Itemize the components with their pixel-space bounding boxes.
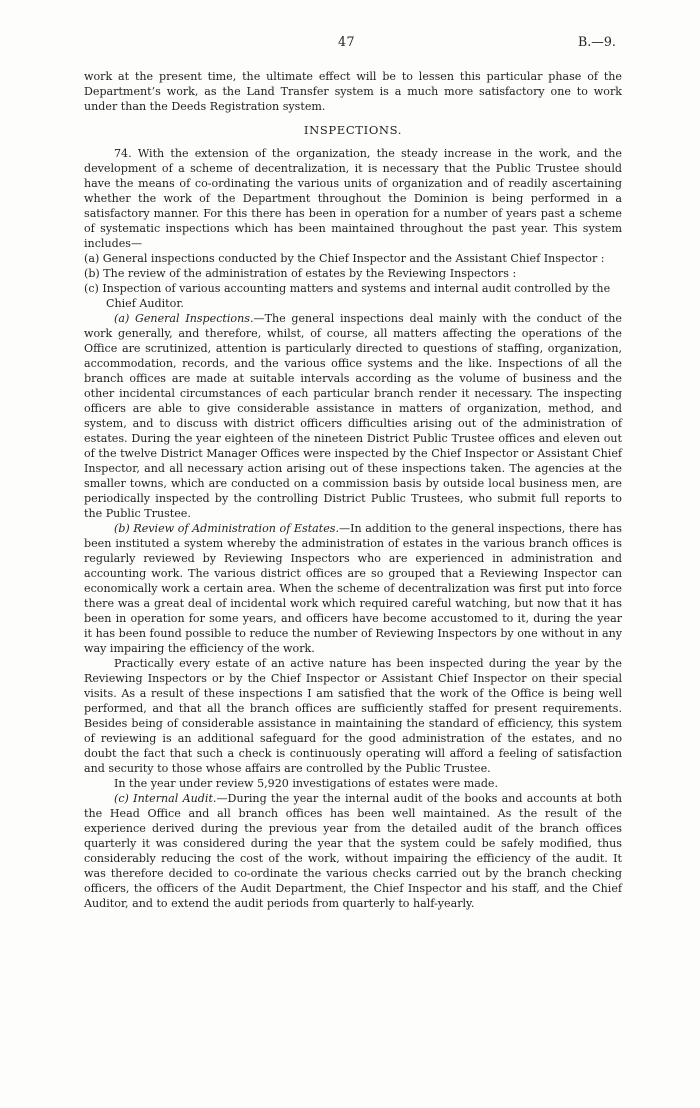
internal-audit-text: —During the year the internal audit of the books and accounts at both the Head Office and all branch offices has been well maintained. As the result of the experience derived during the previous year from the detailed audit of the branch offices quarterly it was considered during the year that the system could be safely modified, thus considerably reducing the cost of the work, without impairing the efficiency of the audit. It was therefore decided to co-ordinate the various checks carried out by the branch checking officers, the officers of the Audit Department, the Chief Inspector and his staff, and the Chief Auditor, and to extend the audit periods from quarterly to half-yearly. bbox=[84, 792, 622, 910]
review-paragraph bbox=[84, 521, 622, 656]
internal-audit-heading: (c) Internal Audit. bbox=[114, 792, 217, 805]
investigations-paragraph: In the year under review 5,920 investigations of estates were made. bbox=[114, 777, 499, 790]
general-inspections-paragraph bbox=[84, 311, 622, 521]
document-reference: B.—9. bbox=[578, 34, 616, 49]
page-number: 47 bbox=[338, 34, 356, 49]
document-body bbox=[84, 69, 622, 911]
page-header bbox=[0, 34, 700, 52]
internal-audit-paragraph bbox=[84, 791, 622, 911]
intro-paragraph: work at the present time, the ultimate effect will be to lessen this particular phase of the Department’s work, as the Land Transfer system is a much more satisfactory one to work under than the Deeds Registration system. bbox=[84, 70, 622, 113]
general-inspections-heading: (a) General Inspections. bbox=[114, 312, 254, 325]
review-heading: (b) Review of Administration of Estates. bbox=[114, 522, 340, 535]
review-text: —In addition to the general inspections, there has been instituted a system whereby the administration of estates in the various branch offices is regularly reviewed by Reviewing Inspectors who are experienced in administration and accounting work. The various district offices are so grouped that a Reviewing Inspector can economically work a certain area. When the scheme of decentralization was first put into force there was a great deal of incidental work which required careful watching, but now that it has been in operation for some years, and officers have become accustomed to it, during the year it has been found possible to reduce the number of Reviewing Inspectors by one without in any way impairing the efficiency of the work. bbox=[84, 522, 622, 655]
list-item-a: (a) General inspections conducted by the Chief Inspector and the Assistant Chief Inspector : bbox=[84, 252, 605, 265]
section-heading: INSPECTIONS. bbox=[303, 123, 403, 137]
list-item-c: (c) Inspection of various accounting matters and systems and internal audit controlled by the Chief Auditor. bbox=[84, 282, 611, 310]
list-item-b: (b) The review of the administration of estates by the Reviewing Inspectors : bbox=[84, 267, 517, 280]
practically-paragraph: Practically every estate of an active nature has been inspected during the year by the Reviewing Inspectors or by the Chief Inspector or Assistant Chief Inspector on their special visits. As a result of these inspections I am satisfied that the work of the Office is being well performed, and that all the branch offices are sufficiently staffed for present requirements. Besides being of considerable assistance in maintaining the standard of efficiency, this system of reviewing is an additional safeguard for the good administration of the estates, and no doubt the fact that such a check is continuously operating will afford a feeling of satisfaction and security to those whose affairs are controlled by the Public Trustee. bbox=[84, 657, 622, 775]
paragraph-74: 74. With the extension of the organization, the steady increase in the work, and the development of a scheme of decentralization, it is necessary that the Public Trustee should have the means of co-ordinating the various units of organization and of readily ascertaining whether the work of the Department throughout the Dominion is being performed in a satisfactory manner. For this there has been in operation for a number of years past a scheme of systematic inspections which has been maintained throughout the past year. This system includes— bbox=[84, 147, 622, 250]
general-inspections-text: —The general inspections deal mainly with the conduct of the work generally, and therefore, whilst, of course, all matters affecting the operations of the Office are scrutinized, attention is particularly directed to questions of staffing, organization, accommodation, records, and the various office systems and the like. Inspections of all the branch offices are made at suitable intervals according as the volume of business and the other incidental circumstances of each particular branch render it necessary. The inspecting officers are able to give considerable assistance in matters of organization, method, and system, and to discuss with district officers difficulties arising out of the administration of estates. During the year eighteen of the nineteen District Public Trustee offices and eleven out of the twelve District Manager Offices were inspected by the Chief Inspector or Assistant Chief Inspector, and all necessary action arising out of these inspections taken. The agencies at the smaller towns, which are conducted on a commission basis by outside local business men, are periodically inspected by the controlling District Public Trustees, who submit full reports to the Public Trustee. bbox=[84, 312, 622, 520]
